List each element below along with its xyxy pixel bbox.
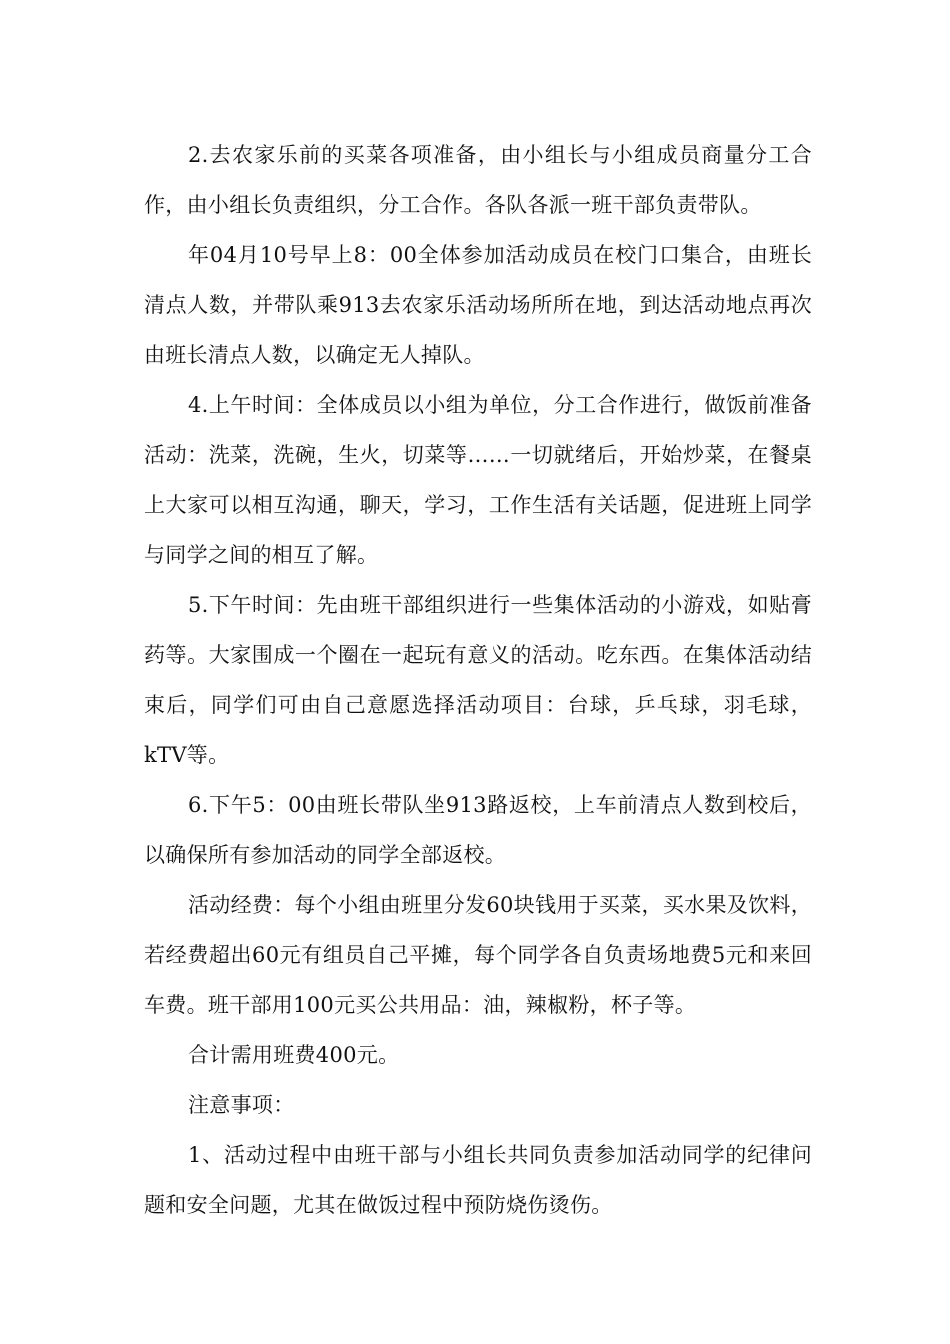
paragraph-note-1: 1、活动过程中由班干部与小组长共同负责参加活动同学的纪律问题和安全问题，尤其在做饭过程中预防烧伤烫伤。: [144, 1143, 812, 1217]
paragraph-afternoon: 5.下午时间：先由班干部组织进行一些集体活动的小游戏，如贴膏药等。大家围成一个圈在一起玩有意义的活动。吃东西。在集体活动结束后，同学们可由自己意愿选择活动项目：台球，乒乓球，羽毛球，kTV等。: [144, 593, 812, 767]
paragraph-notes-heading: 注意事项：: [188, 1093, 295, 1117]
paragraph-preparation: 2.去农家乐前的买菜各项准备，由小组长与小组成员商量分工合作，由小组长负责组织，分工合作。各队各派一班干部负责带队。: [144, 143, 812, 217]
paragraph-assembly: 年04月10号早上8：00全体参加活动成员在校门口集合，由班长清点人数，并带队乘913去农家乐活动场所所在地，到达活动地点再次由班长清点人数，以确定无人掉队。: [144, 243, 812, 367]
paragraph-budget: 活动经费：每个小组由班里分发60块钱用于买菜，买水果及饮料，若经费超出60元有组员自己平摊，每个同学各自负责场地费5元和来回车费。班干部用100元买公共用品：油，辣椒粉，杯子等。: [144, 893, 812, 1017]
paragraph-total: 合计需用班费400元。: [188, 1043, 400, 1067]
document-body: [144, 130, 812, 1230]
paragraph-return: 6.下午5：00由班长带队坐913路返校，上车前清点人数到校后，以确保所有参加活动的同学全部返校。: [144, 793, 812, 867]
paragraph-morning: 4.上午时间：全体成员以小组为单位，分工合作进行，做饭前准备活动：洗菜，洗碗，生火，切菜等……一切就绪后，开始炒菜，在餐桌上大家可以相互沟通，聊天，学习，工作生活有关话题，促进班上同学与同学之间的相互了解。: [144, 393, 812, 567]
